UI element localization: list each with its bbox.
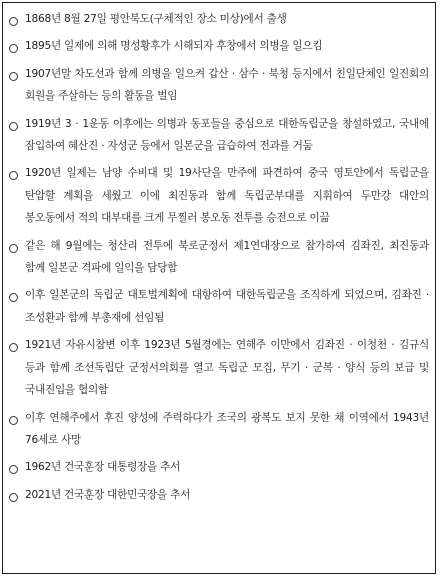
circle-bullet-icon [9, 72, 18, 81]
circle-bullet-icon [9, 122, 18, 131]
timeline-item-1919 [9, 113, 429, 158]
circle-bullet-icon [9, 244, 18, 253]
timeline-text: 1907년말 차도선과 함께 의병을 일으켜 갑산 · 삼수 · 북청 등지에서 친일단체인 일진회의 회원을 주살하는 등의 활동을 벌임 [25, 67, 429, 103]
circle-bullet-icon [9, 465, 18, 474]
timeline-item-independence-army [9, 284, 429, 329]
timeline-item-1962 [9, 456, 429, 478]
timeline-item-1895 [9, 35, 429, 57]
circle-bullet-icon [9, 17, 18, 26]
timeline-item-birth [9, 8, 429, 30]
circle-bullet-icon [9, 343, 18, 352]
circle-bullet-icon [9, 44, 18, 53]
timeline-text: 이후 연해주에서 후진 양성에 주력하다가 조국의 광복도 보지 못한 채 이역에서 1943년 76세로 사망 [25, 411, 429, 446]
timeline-text: 1962년 건국훈장 대통령장을 추서 [25, 461, 181, 474]
timeline-item-1907 [9, 63, 429, 108]
timeline-item-cheongsanri [9, 235, 429, 280]
circle-bullet-icon [9, 416, 18, 425]
timeline-box [2, 2, 436, 574]
timeline-item-death [9, 407, 429, 452]
timeline-text: 1895년 일제에 의해 명성황후가 시해되자 후창에서 의병을 일으킴 [25, 40, 323, 53]
circle-bullet-icon [9, 171, 18, 180]
timeline-text: 2021년 건국훈장 대한민국장을 추서 [25, 488, 191, 501]
timeline-text: 같은 해 9월에는 청산리 전투에 북로군정서 제1연대장으로 참가하여 김좌진, 최진동과 함께 일본군 격파에 일익을 담당함 [25, 239, 429, 275]
timeline-text: 이후 일본군의 독립군 대토벌계획에 대항하여 대한독립군을 조직하게 되었으며, 김좌진 · 조성환과 함께 부총재에 선임됨 [25, 289, 429, 324]
timeline-text: 1920년 일제는 남양 수비대 및 19사단을 만주에 파견하여 중국 영토안에서 독립군을 탄압할 계획을 세웠고 이에 최진동과 함께 독립군부대를 지휘하여 두만강 대안의 봉오동에서 적의 대부대를 크게 무찔러 봉오동 전투를 승전으로 이끎 [25, 167, 429, 225]
timeline-item-2021 [9, 484, 429, 506]
timeline-text: 1919년 3 · 1운동 이후에는 의병과 동포들을 중심으로 대한독립군을 창설하였고, 국내에 잠입하여 혜산진 · 자성군 등에서 일본군을 급습하여 전과를 거둠 [25, 117, 429, 153]
timeline-text: 1868년 8월 27일 평안북도(구체적인 장소 미상)에서 출생 [25, 13, 287, 25]
circle-bullet-icon [9, 293, 18, 302]
timeline-item-1920 [9, 162, 429, 229]
timeline-item-1921 [9, 334, 429, 401]
circle-bullet-icon [9, 493, 18, 502]
timeline-text: 1921년 자유시참변 이후 1923년 5월경에는 연해주 이만에서 김좌진 · 이청천 · 김규식 등과 함께 조선독립단 군정서의회를 열고 독립군 모집, 무기 · 군복 · 양식 등의 보급 및 국내진입을 협의함 [25, 339, 429, 397]
